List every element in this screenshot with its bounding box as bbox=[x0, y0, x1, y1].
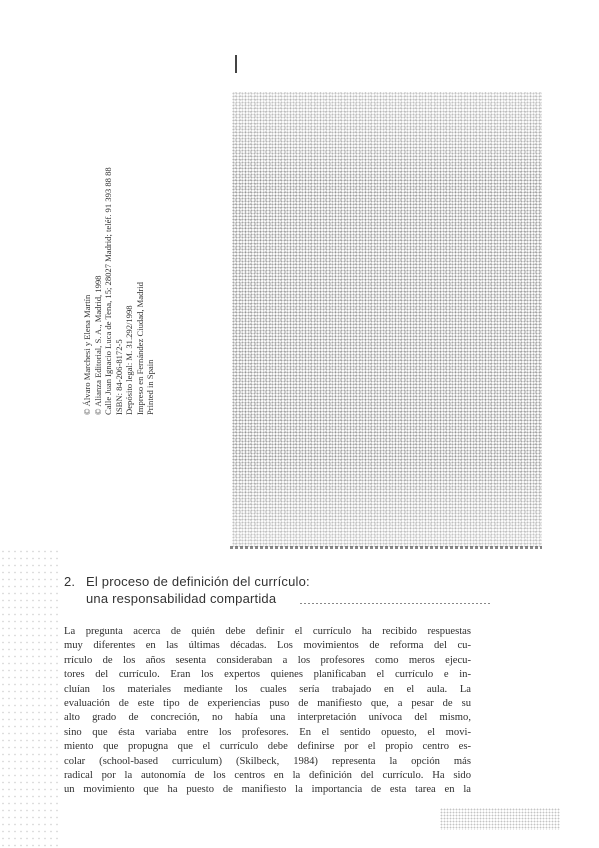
scan-speckle-margin bbox=[0, 548, 60, 848]
page-tick-mark bbox=[235, 55, 237, 73]
copyright-line: Depósito legal: M. 31.292/1998 bbox=[124, 305, 134, 415]
paragraph-line: miento que propugna que el currículo debe definirse por el propio centro es- bbox=[64, 741, 471, 753]
halftone-image bbox=[232, 92, 542, 547]
section-title-line-1: El proceso de definición del currículo: bbox=[86, 574, 310, 589]
paragraph-line: tores del currículo. Eran los expertos quienes planificaban el currículo e in- bbox=[64, 669, 471, 681]
paragraph-line: sino que ésta variaba entre los profesores. En el sentido opuesto, el movi- bbox=[64, 726, 471, 738]
paragraph-line: muy diferentes en las últimas décadas. Los movimientos de reforma del cu- bbox=[64, 640, 471, 652]
scan-smudge bbox=[440, 808, 560, 830]
paragraph-line: radical por la autonomía de los centros en la definición del currículo. Ha sido bbox=[64, 770, 471, 782]
heading-rule bbox=[300, 603, 490, 604]
paragraph-line: un movimiento que ha puesto de manifiesto la importancia de esta tarea en la bbox=[64, 784, 471, 796]
halftone-bottom-rule bbox=[230, 546, 542, 549]
copyright-line: © Álvaro Marchesi y Elena Martín bbox=[82, 294, 92, 415]
copyright-line: ISBN: 84-206-8172-5 bbox=[113, 339, 124, 415]
copyright-line: Printed in Spain bbox=[145, 359, 155, 415]
paragraph-line: alto grado de concreción, no había una interpretación unívoca del mismo, bbox=[64, 712, 471, 724]
paragraph-line: evaluación de este tipo de experiencias puso de manifiesto que, a pesar de su bbox=[64, 698, 471, 710]
copyright-line: Calle Juan Ignacio Luca de Tena, 15; 28027 Madrid; teléf. 91 393 88 88 bbox=[103, 167, 113, 415]
copyright-line: © Alianza Editorial, S. A., Madrid, 1998 bbox=[92, 275, 103, 415]
paragraph-line: rrículo de los años sesenta consideraban a los profesores como meros ejecu- bbox=[64, 654, 471, 666]
copyright-block bbox=[82, 95, 182, 415]
paragraph-line: colar (school-based curriculum) (Skilbeck, 1984) representa la opción más bbox=[64, 755, 471, 767]
paragraph-line: cluían los materiales mediante los cuales sería trabajado en el aula. La bbox=[64, 683, 471, 695]
body-paragraph bbox=[64, 625, 471, 798]
paragraph-line: La pregunta acerca de quién debe definir el currículo ha recibido respuestas bbox=[64, 626, 471, 637]
copyright-line: Impreso en Fernández Ciudad, Madrid bbox=[134, 282, 145, 415]
section-number: 2. bbox=[64, 574, 76, 589]
section-title-line-2: una responsabilidad compartida bbox=[86, 591, 277, 606]
